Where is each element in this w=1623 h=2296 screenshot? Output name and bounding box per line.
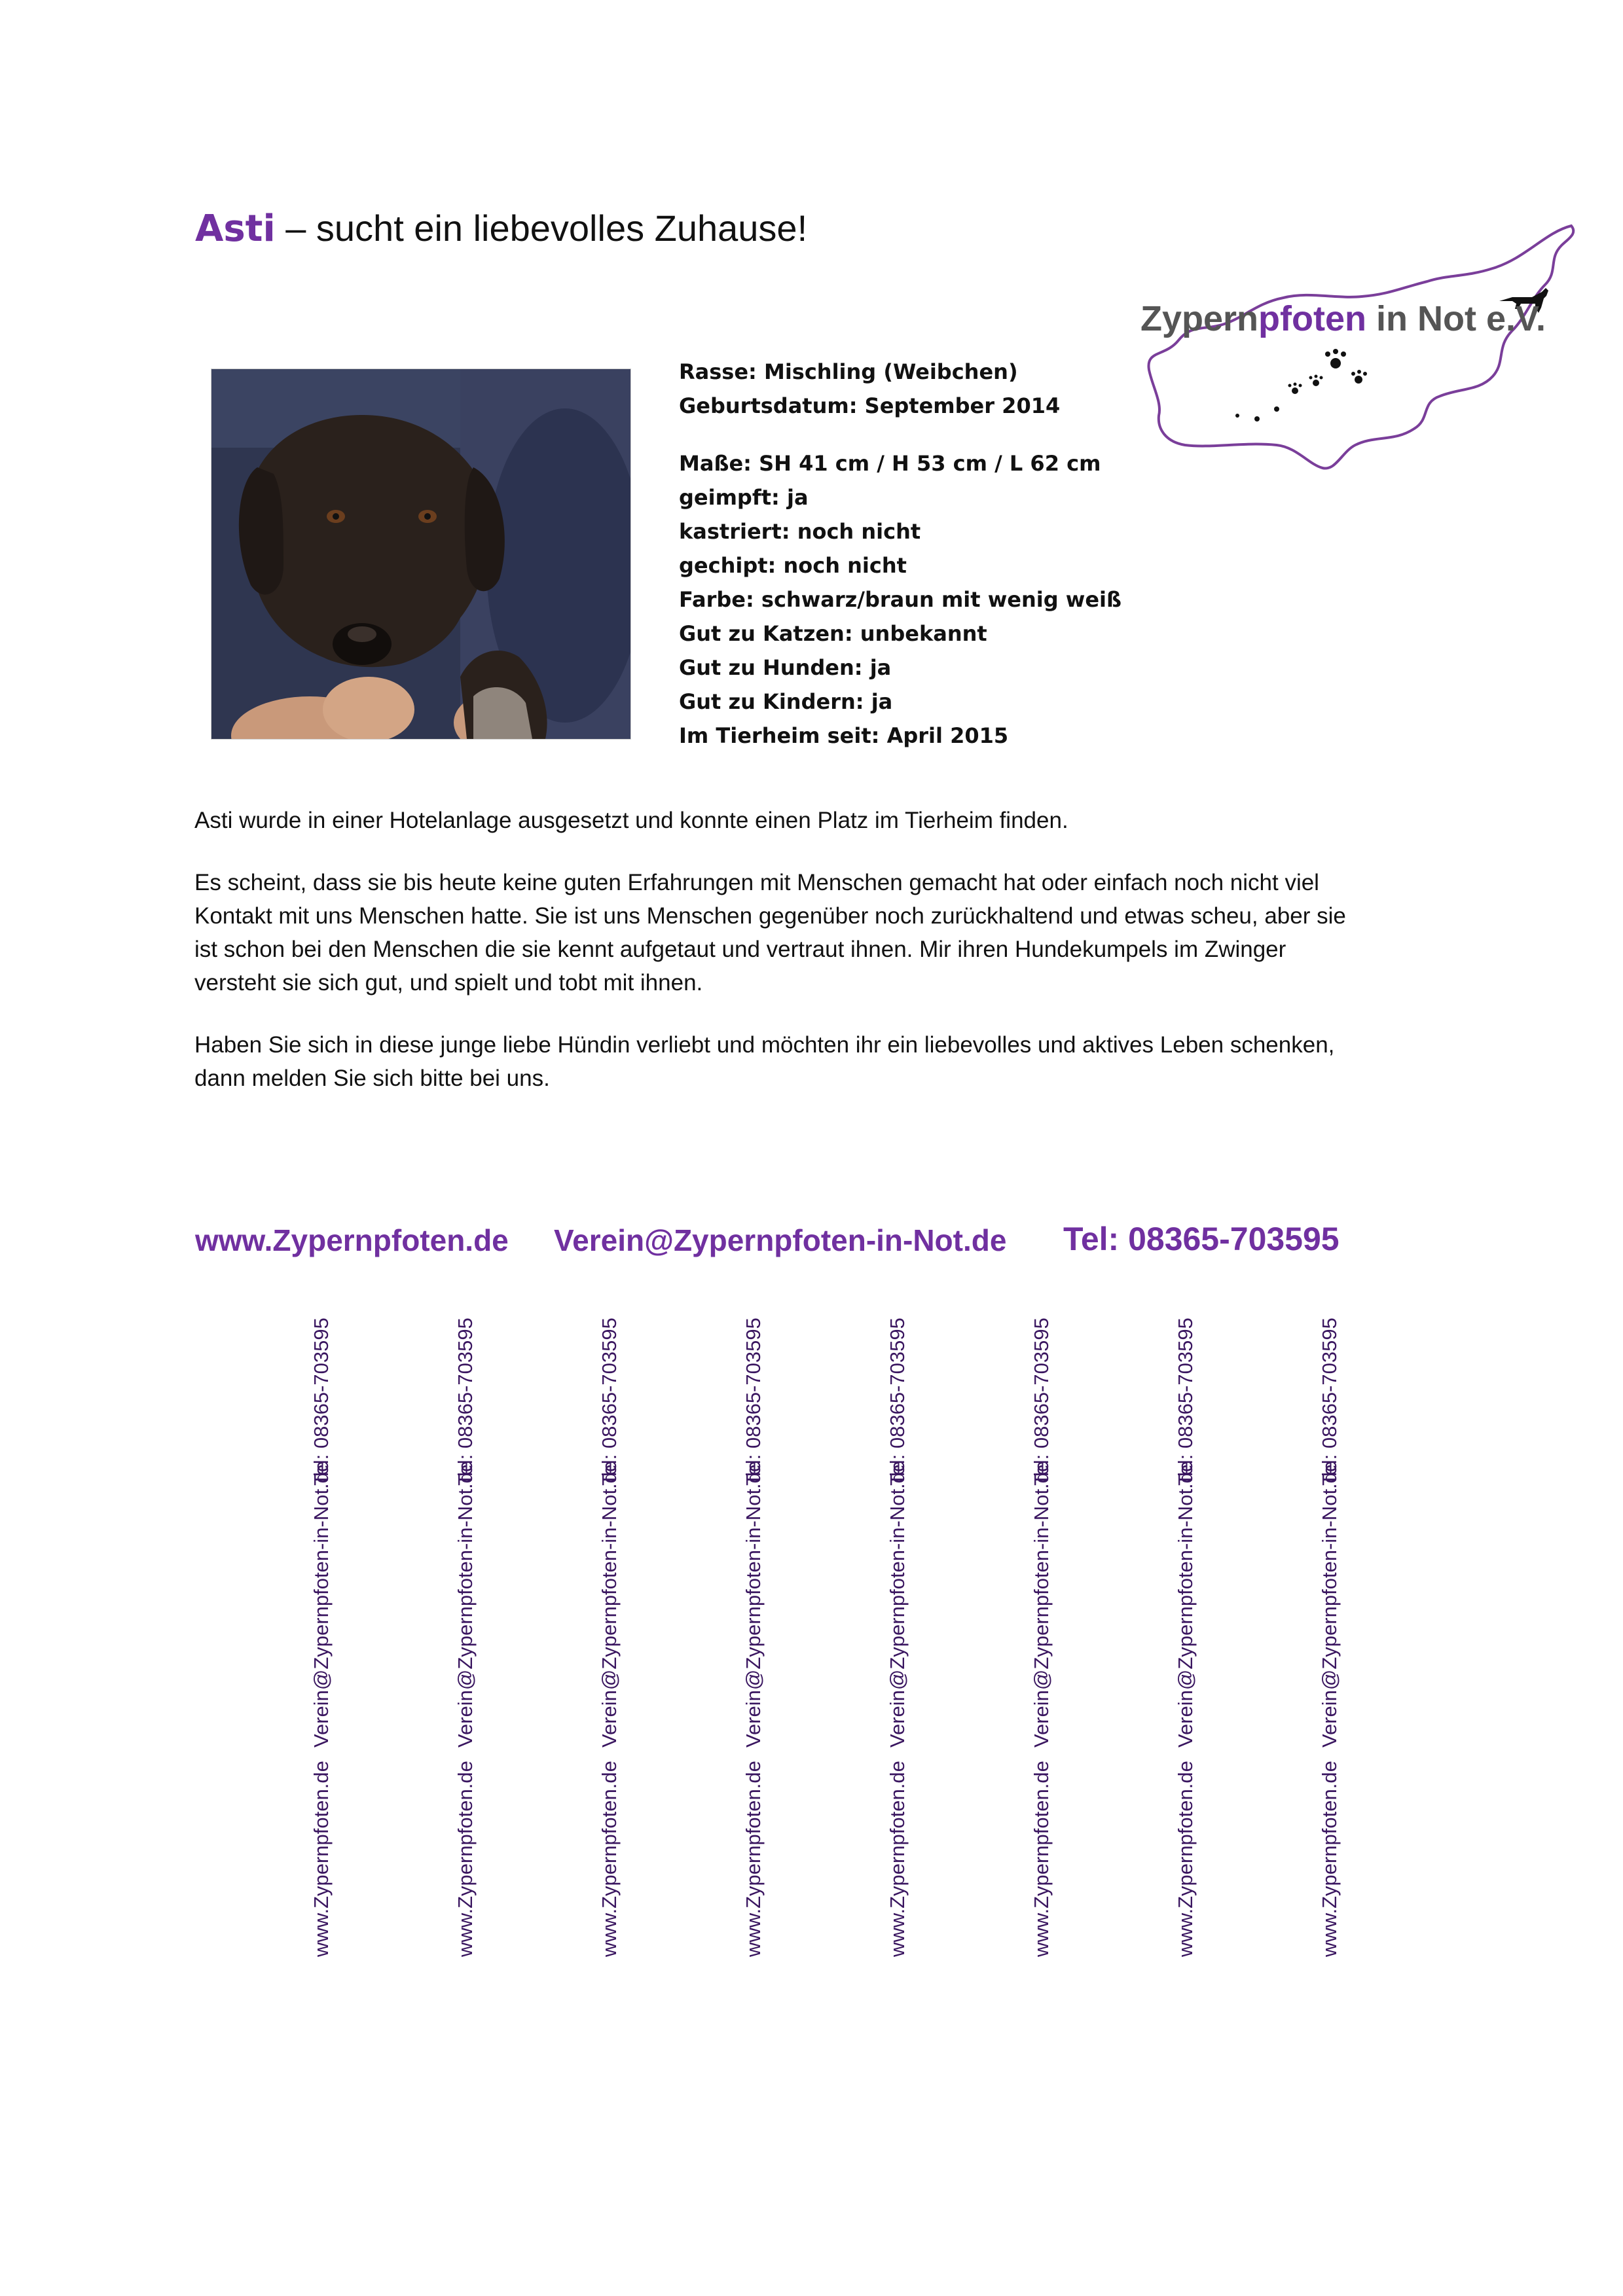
dog-photo <box>211 368 631 740</box>
tear-off-tab[interactable]: www.Zypernpfoten.de Verein@Zypernpfoten-in-Not.de Tel: 08365-703595 <box>863 1335 909 1957</box>
phone-number[interactable]: Tel: 08365-703595 <box>1063 1221 1340 1257</box>
tab-email: Verein@Zypernpfoten-in-Not.de <box>454 1460 477 1748</box>
fact-shelter-since: Im Tierheim seit: April 2015 <box>679 723 1009 748</box>
tear-off-tab[interactable]: www.Zypernpfoten.de Verein@Zypernpfoten-in-Not.de Tel: 08365-703595 <box>287 1335 333 1957</box>
tab-phone: Tel: 08365-703595 <box>598 1318 621 1486</box>
tab-email: Verein@Zypernpfoten-in-Not.de <box>1318 1460 1341 1748</box>
tear-off-tab[interactable]: www.Zypernpfoten.de Verein@Zypernpfoten-in-Not.de Tel: 08365-703595 <box>575 1335 621 1957</box>
tear-off-tab[interactable]: www.Zypernpfoten.de Verein@Zypernpfoten-in-Not.de Tel: 08365-703595 <box>719 1335 765 1957</box>
fact-color: Farbe: schwarz/braun mit wenig weiß <box>679 587 1122 612</box>
tab-phone: Tel: 08365-703595 <box>1318 1318 1341 1486</box>
description-paragraph-3: Haben Sie sich in diese junge liebe Hündin verliebt und möchten ihr ein liebevolles und aktives Leben schenken, dann melden Sie sich bitte bei uns. <box>194 1032 1335 1091</box>
email-link[interactable]: Verein@Zypernpfoten-in-Not.de <box>554 1223 1007 1257</box>
dog-facts <box>679 355 1176 753</box>
dog-name: Asti <box>195 207 276 250</box>
tab-phone: Tel: 08365-703595 <box>454 1318 477 1486</box>
fact-chipped: gechipt: noch nicht <box>679 553 907 578</box>
tab-email: Verein@Zypernpfoten-in-Not.de <box>1174 1460 1197 1748</box>
fact-neutered: kastriert: noch nicht <box>679 519 921 544</box>
tab-phone: Tel: 08365-703595 <box>886 1318 909 1486</box>
description-paragraph-1: Asti wurde in einer Hotelanlage ausgesetzt und konnte einen Platz im Tierheim finden. <box>194 808 1068 833</box>
tear-off-tabs <box>0 1318 1623 1957</box>
tear-off-tab[interactable]: www.Zypernpfoten.de Verein@Zypernpfoten-in-Not.de Tel: 08365-703595 <box>1295 1335 1341 1957</box>
tear-off-tab[interactable]: www.Zypernpfoten.de Verein@Zypernpfoten-in-Not.de Tel: 08365-703595 <box>1007 1335 1053 1957</box>
tab-email: Verein@Zypernpfoten-in-Not.de <box>310 1460 333 1748</box>
tab-phone: Tel: 08365-703595 <box>1174 1318 1197 1486</box>
tear-off-tab[interactable]: www.Zypernpfoten.de Verein@Zypernpfoten-in-Not.de Tel: 08365-703595 <box>431 1335 477 1957</box>
fact-birthdate: Geburtsdatum: September 2014 <box>679 393 1061 418</box>
tab-phone: Tel: 08365-703595 <box>1030 1318 1053 1486</box>
description-paragraph-2: Es scheint, dass sie bis heute keine guten Erfahrungen mit Menschen gemacht hat oder einfach noch nicht viel Kontakt mit uns Menschen hatte. Sie ist uns Menschen gegenüber noch zurückhaltend und etwas scheu, aber sie ist schon bei den Menschen die sie kennt aufgetaut und vertraut ihnen. Mir ihren Hundekumpels im Zwinger versteht sie sich gut, und spielt und tobt mit ihnen. <box>194 870 1346 996</box>
organization-logo <box>1139 219 1578 481</box>
tab-phone: Tel: 08365-703595 <box>310 1318 333 1486</box>
fact-dogs: Gut zu Hunden: ja <box>679 655 892 680</box>
cyprus-outline-icon <box>1148 226 1573 469</box>
fact-cats: Gut zu Katzen: unbekannt <box>679 621 987 646</box>
tab-email: Verein@Zypernpfoten-in-Not.de <box>598 1460 621 1748</box>
title-subtitle: – sucht ein liebevolles Zuhause! <box>275 207 808 249</box>
logo-text: Zypernpfoten in Not e.V. <box>1140 299 1546 338</box>
description <box>194 804 1438 1124</box>
page-title <box>195 207 807 250</box>
tab-email: Verein@Zypernpfoten-in-Not.de <box>742 1460 765 1748</box>
tab-email: Verein@Zypernpfoten-in-Not.de <box>1030 1460 1053 1748</box>
tab-phone: Tel: 08365-703595 <box>742 1318 765 1486</box>
fact-size: Maße: SH 41 cm / H 53 cm / L 62 cm <box>679 451 1101 476</box>
tab-email: Verein@Zypernpfoten-in-Not.de <box>886 1460 909 1748</box>
website-link[interactable]: www.Zypernpfoten.de <box>195 1223 509 1257</box>
tear-off-tab[interactable]: www.Zypernpfoten.de Verein@Zypernpfoten-in-Not.de Tel: 08365-703595 <box>1151 1335 1197 1957</box>
fact-breed: Rasse: Mischling (Weibchen) <box>679 359 1018 384</box>
fact-children: Gut zu Kindern: ja <box>679 689 893 714</box>
paw-prints-icon <box>1235 349 1367 422</box>
fact-vaccinated: geimpft: ja <box>679 485 809 510</box>
